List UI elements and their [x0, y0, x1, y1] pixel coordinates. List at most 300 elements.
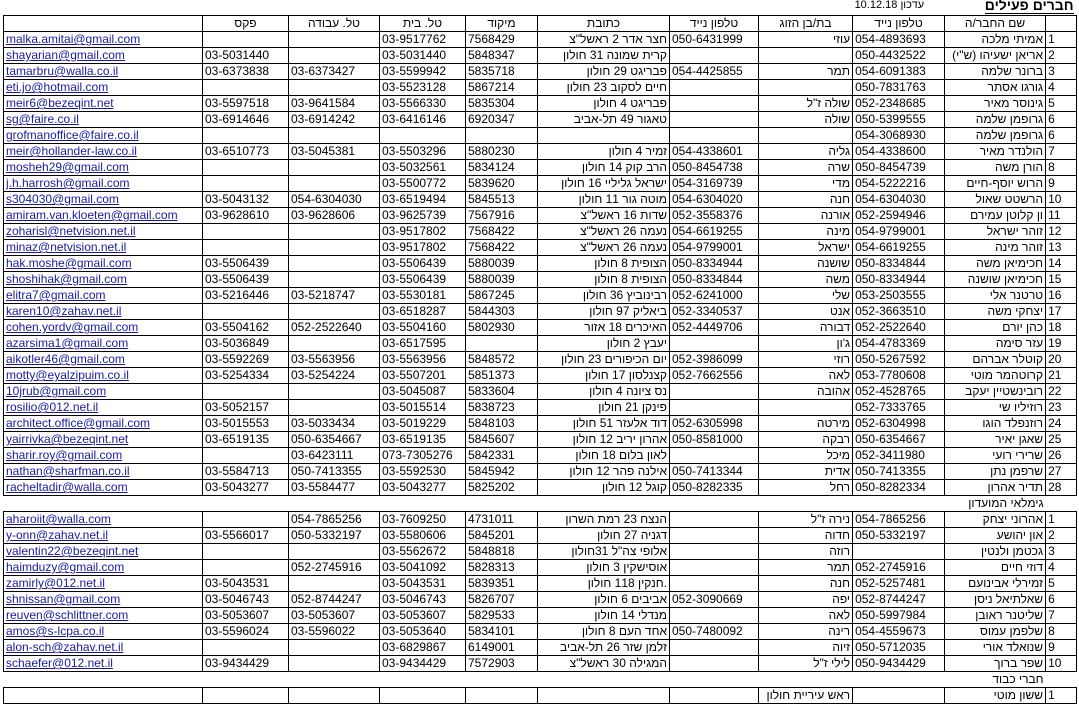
email-cell[interactable] — [4, 224, 203, 240]
spouse-mobile-cell[interactable]: 050-8334844 — [670, 272, 759, 288]
zip-cell[interactable]: 5848818 — [466, 544, 538, 560]
row-number-cell[interactable]: 27 — [1046, 464, 1077, 480]
home-phone-cell[interactable]: 03-7609250 — [380, 512, 466, 528]
member-name-cell[interactable]: ברונר שלמה — [945, 64, 1046, 80]
home-phone-cell[interactable]: 03-5592530 — [380, 464, 466, 480]
zip-cell[interactable]: 5851373 — [466, 368, 538, 384]
member-name-cell[interactable]: שליטנר ראובן — [945, 608, 1046, 624]
row-number-cell[interactable]: 24 — [1046, 416, 1077, 432]
email-link[interactable]: yairrivka@bezeqint.net — [6, 432, 129, 446]
mobile-cell[interactable]: 052-3411980 — [853, 448, 945, 464]
home-phone-cell[interactable]: 03-5053607 — [380, 608, 466, 624]
address-cell[interactable]: הצופית 8 חולון — [538, 272, 670, 288]
spouse-mobile-cell[interactable]: 050-8454738 — [670, 160, 759, 176]
fax-cell[interactable]: 03-5584713 — [203, 464, 289, 480]
home-phone-cell[interactable]: 03-5506439 — [380, 272, 466, 288]
address-cell[interactable]: נס ציונה 4 חולון — [538, 384, 670, 400]
role-cell[interactable]: ראש עיריית חולון — [759, 688, 853, 704]
spouse-cell[interactable]: רינה — [759, 624, 853, 640]
address-cell[interactable]: שדות 16 ראשל"צ — [538, 208, 670, 224]
spouse-cell[interactable] — [759, 48, 853, 64]
home-phone-cell[interactable]: 03-5507201 — [380, 368, 466, 384]
spouse-cell[interactable]: גליה — [759, 144, 853, 160]
mobile-cell[interactable]: 050-5267592 — [853, 352, 945, 368]
mobile-cell[interactable]: 054-7865256 — [853, 512, 945, 528]
home-phone-cell[interactable]: 03-6829867 — [380, 640, 466, 656]
work-phone-cell[interactable]: 03-5033434 — [289, 416, 380, 432]
table-row[interactable] — [4, 160, 1077, 176]
member-name-cell[interactable]: גכטמן ולנטין — [945, 544, 1046, 560]
email-cell[interactable] — [4, 208, 203, 224]
email-cell[interactable] — [4, 144, 203, 160]
row-number-cell[interactable]: 9 — [1046, 176, 1077, 192]
spouse-mobile-cell[interactable] — [670, 400, 759, 416]
mobile-cell[interactable]: 054-4338600 — [853, 144, 945, 160]
fax-cell[interactable] — [203, 80, 289, 96]
email-cell[interactable] — [4, 640, 203, 656]
mobile-cell[interactable]: 052-5257481 — [853, 576, 945, 592]
member-name-cell[interactable]: ון קלוטן עמירם — [945, 208, 1046, 224]
table-row[interactable] — [4, 416, 1077, 432]
address-cell[interactable] — [538, 128, 670, 144]
address-cell[interactable]: אביבים 6 חולון — [538, 592, 670, 608]
home-phone-cell[interactable]: 03-5500772 — [380, 176, 466, 192]
email-link[interactable]: aharoiit@walla.com — [6, 512, 111, 526]
row-number-cell[interactable]: 13 — [1046, 240, 1077, 256]
row-number-cell[interactable]: 1 — [1046, 32, 1077, 48]
fax-cell[interactable]: 03-5506439 — [203, 256, 289, 272]
email-link[interactable]: alon-sch@zahav.net.il — [6, 640, 124, 654]
address-cell[interactable]: נעמה 26 ראשל"צ — [538, 224, 670, 240]
row-number-cell[interactable]: 8 — [1046, 624, 1077, 640]
email-link[interactable]: amos@s-lcpa.co.il — [6, 624, 105, 638]
email-cell[interactable] — [4, 528, 203, 544]
row-number-cell[interactable]: 19 — [1046, 336, 1077, 352]
table-row[interactable] — [4, 688, 1077, 704]
email-cell[interactable] — [4, 272, 203, 288]
home-phone-cell[interactable]: 03-5053640 — [380, 624, 466, 640]
spouse-cell[interactable]: חנה — [759, 192, 853, 208]
zip-cell[interactable]: 7572903 — [466, 656, 538, 672]
work-phone-cell[interactable] — [289, 176, 380, 192]
work-phone-cell[interactable]: 03-5254224 — [289, 368, 380, 384]
email-link[interactable]: sharir.roy@gmail.com — [6, 448, 123, 462]
email-cell[interactable] — [4, 112, 203, 128]
fax-cell[interactable]: 03-5597518 — [203, 96, 289, 112]
fax-cell[interactable] — [203, 560, 289, 576]
home-phone-cell[interactable]: 03-6519135 — [380, 432, 466, 448]
email-link[interactable]: aikotler46@gmail.com — [6, 352, 125, 366]
spouse-cell[interactable]: שולה — [759, 112, 853, 128]
work-phone-cell[interactable]: 052-2522640 — [289, 320, 380, 336]
row-number-cell[interactable]: 25 — [1046, 432, 1077, 448]
member-name-cell[interactable]: כהן יורם — [945, 320, 1046, 336]
table-row[interactable] — [4, 592, 1077, 608]
fax-cell[interactable]: 03-5053607 — [203, 608, 289, 624]
fax-cell[interactable]: 03-5504162 — [203, 320, 289, 336]
address-cell[interactable]: אחד העם 8 חולון — [538, 624, 670, 640]
email-cell[interactable] — [4, 656, 203, 672]
email-link[interactable]: mosheh29@gmail.com — [6, 160, 129, 174]
spouse-mobile-cell[interactable]: 050-7480092 — [670, 624, 759, 640]
work-phone-cell[interactable]: 03-9641584 — [289, 96, 380, 112]
email-cell[interactable] — [4, 688, 203, 704]
spouse-cell[interactable]: רוזה — [759, 544, 853, 560]
mobile-cell[interactable]: 050-5399555 — [853, 112, 945, 128]
home-phone-cell[interactable]: 03-9434429 — [380, 656, 466, 672]
home-phone-cell[interactable]: 03-5504160 — [380, 320, 466, 336]
mobile-cell[interactable]: 052-4528765 — [853, 384, 945, 400]
work-phone-cell[interactable] — [289, 544, 380, 560]
mobile-cell[interactable]: 054-6304030 — [853, 192, 945, 208]
member-name-cell[interactable]: עזר סימה — [945, 336, 1046, 352]
email-link[interactable]: sg@faire.co.il — [6, 112, 79, 126]
mobile-cell[interactable]: 054-6091383 — [853, 64, 945, 80]
member-name-cell[interactable]: און יהושע — [945, 528, 1046, 544]
work-phone-cell[interactable] — [289, 688, 380, 704]
mobile-cell[interactable]: 054-3068930 — [853, 128, 945, 144]
address-cell[interactable]: הרב קוק 14 חולון — [538, 160, 670, 176]
table-row[interactable] — [4, 48, 1077, 64]
spouse-mobile-cell[interactable] — [670, 608, 759, 624]
zip-cell[interactable]: 5834124 — [466, 160, 538, 176]
email-cell[interactable] — [4, 192, 203, 208]
row-number-cell[interactable]: 8 — [1046, 160, 1077, 176]
member-name-cell[interactable]: ששון מוטי — [945, 688, 1046, 704]
table-row[interactable] — [4, 192, 1077, 208]
member-name-cell[interactable]: חכימיאן משה — [945, 256, 1046, 272]
work-phone-cell[interactable] — [289, 128, 380, 144]
zip-cell[interactable]: 5845942 — [466, 464, 538, 480]
spouse-mobile-cell[interactable] — [670, 528, 759, 544]
fax-cell[interactable] — [203, 240, 289, 256]
member-name-cell[interactable]: הרשטט שאול — [945, 192, 1046, 208]
work-phone-cell[interactable]: 052-2745916 — [289, 560, 380, 576]
zip-cell[interactable]: 5839351 — [466, 576, 538, 592]
home-phone-cell[interactable]: 03-9625739 — [380, 208, 466, 224]
work-phone-cell[interactable]: 03-5045381 — [289, 144, 380, 160]
row-number-cell[interactable]: 1 — [1046, 512, 1077, 528]
fax-cell[interactable] — [203, 512, 289, 528]
table-row[interactable] — [4, 512, 1077, 528]
email-cell[interactable] — [4, 512, 203, 528]
member-name-cell[interactable]: חכימיאן שושנה — [945, 272, 1046, 288]
email-cell[interactable] — [4, 336, 203, 352]
zip-cell[interactable]: 5848103 — [466, 416, 538, 432]
spouse-mobile-cell[interactable]: 050-8334944 — [670, 256, 759, 272]
member-name-cell[interactable]: אהרוני יצחק — [945, 512, 1046, 528]
work-phone-cell[interactable]: 03-5218747 — [289, 288, 380, 304]
spouse-cell[interactable]: אורנה — [759, 208, 853, 224]
email-link[interactable]: zoharisl@netvision.net.il — [6, 224, 136, 238]
row-number-cell[interactable]: 12 — [1046, 224, 1077, 240]
member-name-cell[interactable]: רובינשטיין יעקב — [945, 384, 1046, 400]
work-phone-cell[interactable]: 050-5332197 — [289, 528, 380, 544]
email-link[interactable]: shnissan@gmail.com — [6, 592, 121, 606]
email-link[interactable]: eti.jo@hotmail.com — [6, 80, 109, 94]
address-cell[interactable]: אלופי צה"ל 31חולון — [538, 544, 670, 560]
spouse-mobile-cell[interactable] — [670, 96, 759, 112]
email-cell[interactable] — [4, 464, 203, 480]
home-phone-cell[interactable]: 03-5046743 — [380, 592, 466, 608]
spouse-mobile-cell[interactable]: 050-8282335 — [670, 480, 759, 496]
row-number-cell[interactable]: 14 — [1046, 256, 1077, 272]
address-cell[interactable]: חנקין 118 חולון. — [538, 576, 670, 592]
member-name-cell[interactable]: הולנדר מאיר — [945, 144, 1046, 160]
home-phone-cell[interactable]: 03-5032561 — [380, 160, 466, 176]
spouse-cell[interactable]: מינה — [759, 224, 853, 240]
mobile-cell[interactable]: 054-4783369 — [853, 336, 945, 352]
table-row[interactable] — [4, 240, 1077, 256]
fax-cell[interactable]: 03-5043277 — [203, 480, 289, 496]
table-row[interactable] — [4, 64, 1077, 80]
email-cell[interactable] — [4, 368, 203, 384]
table-row[interactable] — [4, 352, 1077, 368]
email-cell[interactable] — [4, 432, 203, 448]
address-cell[interactable]: רבינוביץ 36 חולון — [538, 288, 670, 304]
mobile-cell[interactable]: 050-8454739 — [853, 160, 945, 176]
table-row[interactable] — [4, 320, 1077, 336]
email-link[interactable]: tamarbru@walla.co.il — [6, 64, 119, 78]
email-cell[interactable] — [4, 96, 203, 112]
table-row[interactable] — [4, 208, 1077, 224]
email-link[interactable]: haimduzy@gmail.com — [6, 560, 125, 574]
row-number-cell[interactable]: 6 — [1046, 112, 1077, 128]
table-row[interactable] — [4, 112, 1077, 128]
work-phone-cell[interactable] — [289, 80, 380, 96]
table-row[interactable] — [4, 80, 1077, 96]
email-cell[interactable] — [4, 576, 203, 592]
spouse-cell[interactable]: לאה — [759, 368, 853, 384]
fax-cell[interactable]: 03-5031440 — [203, 48, 289, 64]
address-cell[interactable]: פבריגט 29 חולון — [538, 64, 670, 80]
email-cell[interactable] — [4, 64, 203, 80]
spouse-mobile-cell[interactable] — [670, 512, 759, 528]
mobile-cell[interactable]: 050-8282334 — [853, 480, 945, 496]
work-phone-cell[interactable] — [289, 160, 380, 176]
email-link[interactable]: rosilio@012.net.il — [6, 400, 99, 414]
fax-cell[interactable]: 03-5043132 — [203, 192, 289, 208]
spouse-cell[interactable]: רבקה — [759, 432, 853, 448]
home-phone-cell[interactable]: 03-5530181 — [380, 288, 466, 304]
email-link[interactable]: karen10@zahav.net.il — [6, 304, 122, 318]
table-row[interactable] — [4, 32, 1077, 48]
mobile-cell[interactable]: 050-5997984 — [853, 608, 945, 624]
address-cell[interactable]: מוטה גור 11 חולון — [538, 192, 670, 208]
row-number-cell[interactable]: 28 — [1046, 480, 1077, 496]
zip-cell[interactable]: 6920347 — [466, 112, 538, 128]
work-phone-cell[interactable]: 03-5596022 — [289, 624, 380, 640]
member-name-cell[interactable]: שלפמן עמוס — [945, 624, 1046, 640]
zip-cell[interactable]: 5880039 — [466, 256, 538, 272]
table-row[interactable] — [4, 640, 1077, 656]
work-phone-cell[interactable] — [289, 640, 380, 656]
zip-cell[interactable]: 5834101 — [466, 624, 538, 640]
email-cell[interactable] — [4, 288, 203, 304]
fax-cell[interactable] — [203, 176, 289, 192]
work-phone-cell[interactable] — [289, 272, 380, 288]
email-cell[interactable] — [4, 608, 203, 624]
member-name-cell[interactable]: שאגן יאיר — [945, 432, 1046, 448]
home-phone-cell[interactable]: 03-9517762 — [380, 32, 466, 48]
spouse-cell[interactable]: מדי — [759, 176, 853, 192]
address-cell[interactable]: קרית שמונה 31 חולון — [538, 48, 670, 64]
row-number-cell[interactable]: 4 — [1046, 560, 1077, 576]
work-phone-cell[interactable]: 050-7413355 — [289, 464, 380, 480]
zip-cell[interactable]: 7568429 — [466, 32, 538, 48]
zip-cell[interactable]: 5825202 — [466, 480, 538, 496]
address-cell[interactable]: חצר אדר 2 ראשל"צ — [538, 32, 670, 48]
spouse-mobile-cell[interactable] — [670, 576, 759, 592]
table-row[interactable] — [4, 464, 1077, 480]
zip-cell[interactable]: 5829533 — [466, 608, 538, 624]
zip-cell[interactable] — [466, 336, 538, 352]
fax-cell[interactable] — [203, 128, 289, 144]
email-link[interactable]: zamirly@012.net.il — [6, 576, 105, 590]
spouse-mobile-cell[interactable]: 052-6241000 — [670, 288, 759, 304]
member-name-cell[interactable]: שאלתיאל ניסן — [945, 592, 1046, 608]
zip-cell[interactable] — [466, 128, 538, 144]
email-cell[interactable] — [4, 560, 203, 576]
spouse-cell[interactable]: שושנה — [759, 256, 853, 272]
mobile-cell[interactable]: 052-2522640 — [853, 320, 945, 336]
work-phone-cell[interactable] — [289, 256, 380, 272]
mobile-cell[interactable]: 050-5712035 — [853, 640, 945, 656]
fax-cell[interactable]: 03-5566017 — [203, 528, 289, 544]
zip-cell[interactable]: 5842331 — [466, 448, 538, 464]
fax-cell[interactable] — [203, 448, 289, 464]
spouse-mobile-cell[interactable] — [670, 128, 759, 144]
spouse-cell[interactable]: אדית — [759, 464, 853, 480]
email-link[interactable]: cohen.yordv@gmail.com — [6, 320, 139, 334]
mobile-cell[interactable]: 052-2745916 — [853, 560, 945, 576]
home-phone-cell[interactable]: 03-5031440 — [380, 48, 466, 64]
work-phone-cell[interactable] — [289, 224, 380, 240]
spouse-cell[interactable]: רוזי — [759, 352, 853, 368]
spouse-cell[interactable]: מיכל — [759, 448, 853, 464]
spouse-cell[interactable]: לילי ז"ל — [759, 656, 853, 672]
work-phone-cell[interactable]: 03-5053607 — [289, 608, 380, 624]
member-name-cell[interactable]: גורגו אסתר — [945, 80, 1046, 96]
mobile-cell[interactable] — [853, 688, 945, 704]
member-name-cell[interactable]: רוזיליו שי — [945, 400, 1046, 416]
zip-cell[interactable]: 5867245 — [466, 288, 538, 304]
work-phone-cell[interactable]: 03-5563956 — [289, 352, 380, 368]
fax-cell[interactable] — [203, 688, 289, 704]
member-name-cell[interactable]: זמירלי אבינועם — [945, 576, 1046, 592]
email-link[interactable]: hak.moshe@gmail.com — [6, 256, 132, 270]
fax-cell[interactable] — [203, 224, 289, 240]
address-cell[interactable] — [538, 688, 670, 704]
zip-cell[interactable]: 5835718 — [466, 64, 538, 80]
mobile-cell[interactable]: 050-7831763 — [853, 80, 945, 96]
table-row[interactable] — [4, 288, 1077, 304]
table-row[interactable] — [4, 432, 1077, 448]
address-cell[interactable]: המגילה 30 ראשל"צ — [538, 656, 670, 672]
spouse-cell[interactable]: ג'ון — [759, 336, 853, 352]
spouse-mobile-cell[interactable] — [670, 448, 759, 464]
member-name-cell[interactable]: זוהר מינה — [945, 240, 1046, 256]
spouse-mobile-cell[interactable]: 054-4425855 — [670, 64, 759, 80]
spouse-cell[interactable]: תמר — [759, 560, 853, 576]
table-row[interactable] — [4, 144, 1077, 160]
fax-cell[interactable]: 03-5506439 — [203, 272, 289, 288]
email-link[interactable]: meir6@bezeqint.net — [6, 96, 114, 110]
home-phone-cell[interactable]: 03-6519494 — [380, 192, 466, 208]
zip-cell[interactable]: 5835304 — [466, 96, 538, 112]
member-name-cell[interactable]: קרוטהמר מוטי — [945, 368, 1046, 384]
zip-cell[interactable]: 5845201 — [466, 528, 538, 544]
email-cell[interactable] — [4, 544, 203, 560]
email-cell[interactable] — [4, 176, 203, 192]
work-phone-cell[interactable] — [289, 240, 380, 256]
home-phone-cell[interactable]: 03-5563956 — [380, 352, 466, 368]
address-cell[interactable]: הצופית 8 חולון — [538, 256, 670, 272]
zip-cell[interactable]: 5848572 — [466, 352, 538, 368]
spouse-mobile-cell[interactable]: 052-3340537 — [670, 304, 759, 320]
mobile-cell[interactable]: 053-7780608 — [853, 368, 945, 384]
home-phone-cell[interactable]: 073-7305276 — [380, 448, 466, 464]
fax-cell[interactable]: 03-5036849 — [203, 336, 289, 352]
spouse-cell[interactable]: לאה — [759, 608, 853, 624]
member-name-cell[interactable]: גינוסר מאיר — [945, 96, 1046, 112]
row-number-cell[interactable]: 21 — [1046, 368, 1077, 384]
spouse-cell[interactable] — [759, 80, 853, 96]
member-name-cell[interactable]: תדיר אהרון — [945, 480, 1046, 496]
email-cell[interactable] — [4, 240, 203, 256]
fax-cell[interactable]: 03-5043531 — [203, 576, 289, 592]
mobile-cell[interactable]: 052-2348685 — [853, 96, 945, 112]
zip-cell[interactable]: 5867214 — [466, 80, 538, 96]
fax-cell[interactable] — [203, 384, 289, 400]
email-link[interactable]: meir@hollander-law.co.il — [6, 144, 137, 158]
mobile-cell[interactable]: 052-2594946 — [853, 208, 945, 224]
work-phone-cell[interactable] — [289, 32, 380, 48]
row-number-cell[interactable]: 5 — [1046, 96, 1077, 112]
member-name-cell[interactable]: גרופמן שלמה — [945, 128, 1046, 144]
home-phone-cell[interactable]: 03-9517802 — [380, 240, 466, 256]
fax-cell[interactable]: 03-5046743 — [203, 592, 289, 608]
table-row[interactable] — [4, 224, 1077, 240]
address-cell[interactable]: יעבץ 2 חולון — [538, 336, 670, 352]
row-number-cell[interactable]: 10 — [1046, 656, 1077, 672]
table-row[interactable] — [4, 656, 1077, 672]
member-name-cell[interactable]: גרופמן שלמה — [945, 112, 1046, 128]
fax-cell[interactable] — [203, 32, 289, 48]
zip-cell[interactable]: 5880230 — [466, 144, 538, 160]
spouse-mobile-cell[interactable]: 052-3558376 — [670, 208, 759, 224]
email-link[interactable]: grofmanoffice@faire.co.il — [6, 128, 139, 142]
spouse-mobile-cell[interactable] — [670, 80, 759, 96]
email-cell[interactable] — [4, 80, 203, 96]
address-cell[interactable]: זמיר 4 חולון — [538, 144, 670, 160]
table-row[interactable] — [4, 368, 1077, 384]
table-row[interactable] — [4, 576, 1077, 592]
email-link[interactable]: 10jrub@gmail.com — [6, 384, 107, 398]
address-cell[interactable]: קוגל 12 חולון — [538, 480, 670, 496]
mobile-cell[interactable]: 052-3663510 — [853, 304, 945, 320]
spouse-cell[interactable]: שלי — [759, 288, 853, 304]
row-number-cell[interactable]: 5 — [1046, 576, 1077, 592]
spouse-cell[interactable]: יפה — [759, 592, 853, 608]
row-number-cell[interactable]: 17 — [1046, 304, 1077, 320]
member-name-cell[interactable]: טרטנר אלי — [945, 288, 1046, 304]
email-link[interactable]: elitra7@gmail.com — [6, 288, 106, 302]
mobile-cell[interactable]: 052-8744247 — [853, 592, 945, 608]
table-row[interactable] — [4, 96, 1077, 112]
address-cell[interactable]: אוסישקין 3 חולון — [538, 560, 670, 576]
spouse-cell[interactable]: חדוה — [759, 528, 853, 544]
